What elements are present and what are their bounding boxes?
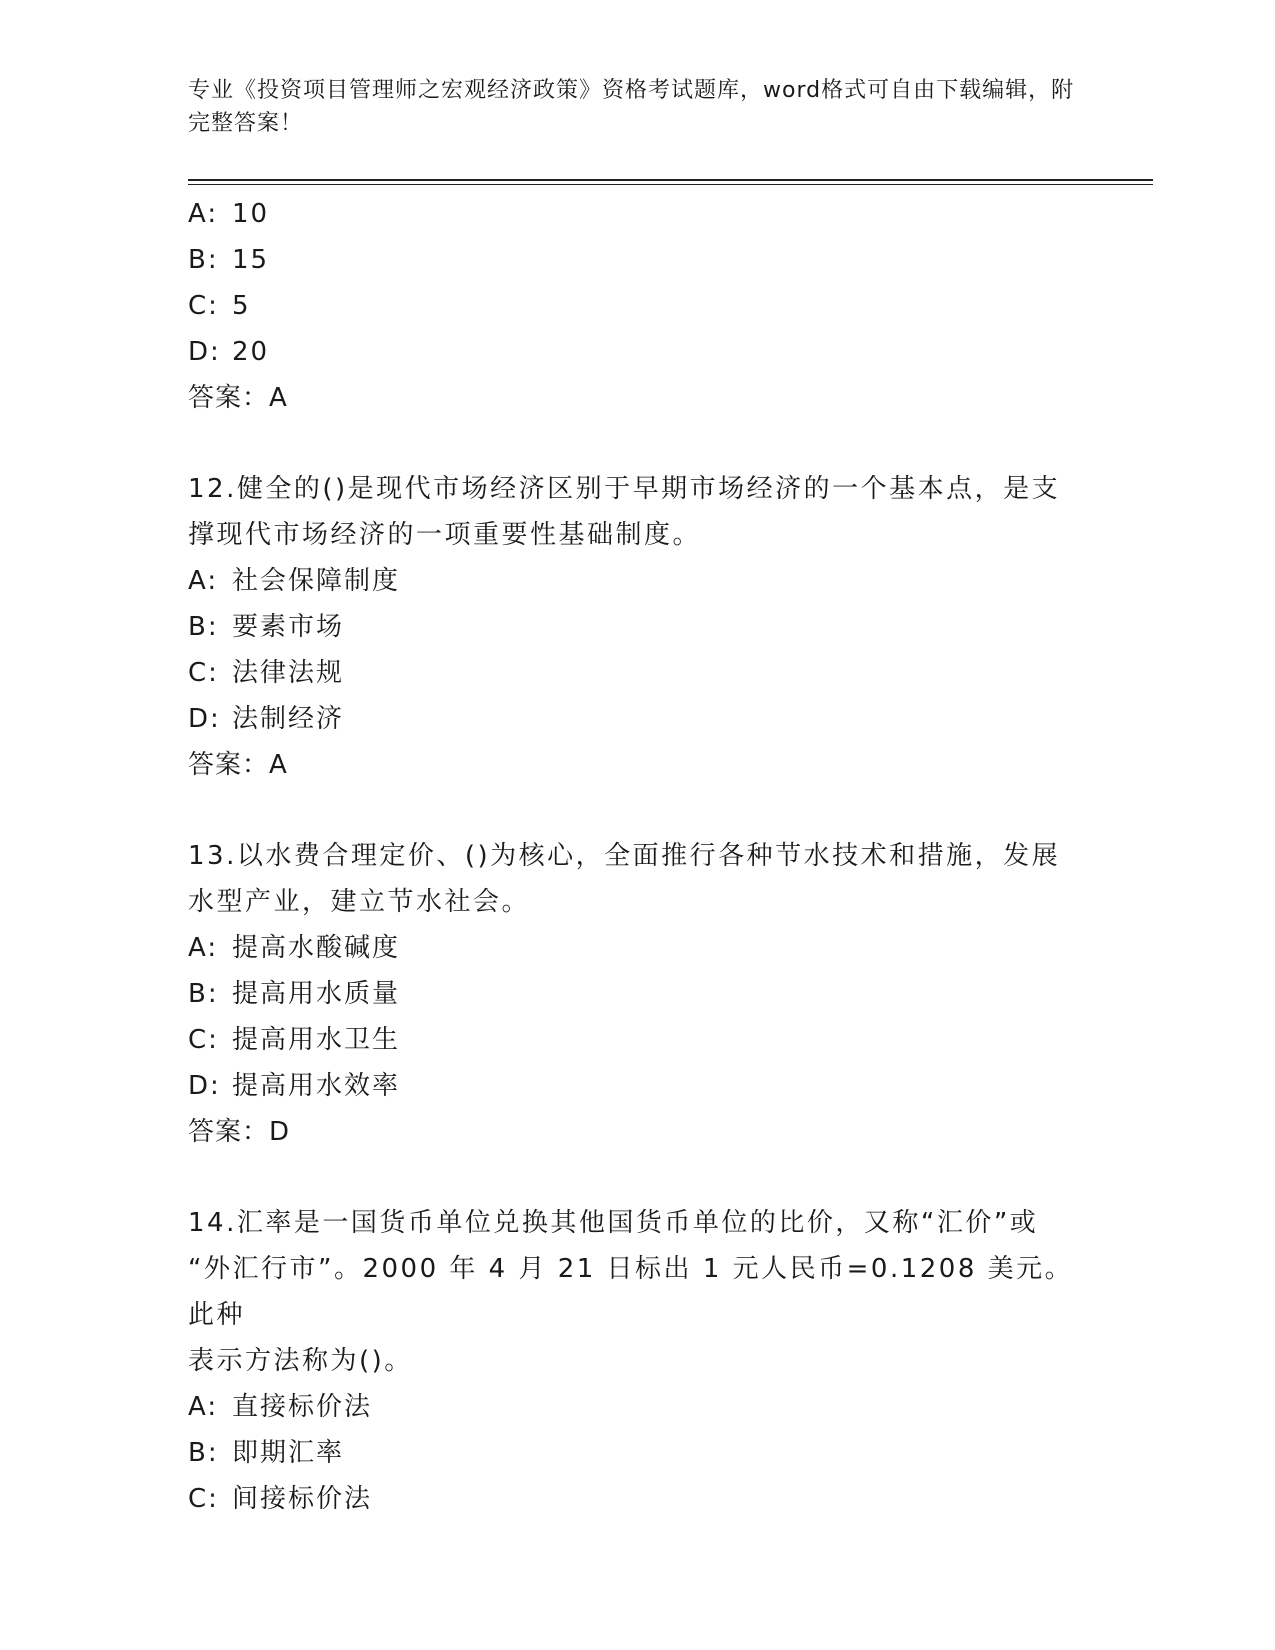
question-text-line: “外汇行市”。2000 年 4 月 21 日标出 1 元人民币=0.1208 美元。此种 <box>188 1254 1074 1330</box>
option-label: C: <box>188 1484 219 1514</box>
question-text-line: 13.以水费合理定价、()为核心，全面推行各种节水技术和措施，发展 <box>188 841 1061 871</box>
question-12 <box>188 466 1088 788</box>
option-c <box>188 650 1088 696</box>
option-label: A: <box>188 199 219 229</box>
option-d <box>188 696 1088 742</box>
option-b <box>188 237 1088 283</box>
question-text-line: 14.汇率是一国货币单位兑换其他国货币单位的比价，又称“汇价”或 <box>188 1208 1039 1238</box>
question-13 <box>188 833 1088 1155</box>
option-label: D: <box>188 1071 221 1101</box>
option-a <box>188 1384 1088 1430</box>
question-text-line: 水型产业，建立节水社会。 <box>188 887 531 917</box>
option-label: C: <box>188 291 219 321</box>
option-label: C: <box>188 1025 219 1055</box>
option-c <box>188 283 1088 329</box>
option-label: C: <box>188 658 219 688</box>
option-text: 10 <box>232 199 270 229</box>
option-label: B: <box>188 245 219 275</box>
option-text: 社会保障制度 <box>232 566 401 596</box>
question-14 <box>188 1200 1088 1522</box>
option-text: 法制经济 <box>232 704 345 734</box>
option-b <box>188 1430 1088 1476</box>
option-text: 提高用水质量 <box>232 979 401 1009</box>
option-label: D: <box>188 337 221 367</box>
option-c <box>188 1476 1088 1522</box>
answer-line: 答案：D <box>188 1117 291 1147</box>
answer-line: 答案：A <box>188 750 288 780</box>
option-a <box>188 191 1088 237</box>
option-text: 即期汇率 <box>232 1438 345 1468</box>
option-text: 5 <box>232 291 251 321</box>
question-11 <box>188 191 1088 421</box>
option-d <box>188 1063 1088 1109</box>
header-divider-thick <box>188 179 1153 181</box>
question-text-line: 表示方法称为()。 <box>188 1346 413 1376</box>
answer-line: 答案：A <box>188 383 288 413</box>
question-list <box>188 191 1088 1522</box>
option-c <box>188 1017 1088 1063</box>
option-b <box>188 604 1088 650</box>
option-label: B: <box>188 1438 219 1468</box>
option-text: 提高用水效率 <box>232 1071 401 1101</box>
header-divider-thin <box>188 184 1153 185</box>
option-text: 15 <box>232 245 270 275</box>
option-text: 20 <box>232 337 270 367</box>
option-text: 提高水酸碱度 <box>232 933 401 963</box>
option-label: D: <box>188 704 221 734</box>
option-label: A: <box>188 1392 219 1422</box>
option-a <box>188 925 1088 971</box>
option-label: A: <box>188 566 219 596</box>
option-text: 直接标价法 <box>232 1392 373 1422</box>
spacer <box>188 1155 1088 1200</box>
option-d <box>188 329 1088 375</box>
option-b <box>188 971 1088 1017</box>
document-intro: 专业《投资项目管理师之宏观经济政策》资格考试题库，word格式可自由下载编辑，附完整答案！ <box>188 78 1075 136</box>
spacer <box>188 421 1088 466</box>
option-label: A: <box>188 933 219 963</box>
option-label: B: <box>188 979 219 1009</box>
option-text: 间接标价法 <box>232 1484 373 1514</box>
option-text: 法律法规 <box>232 658 345 688</box>
spacer <box>188 788 1088 833</box>
option-label: B: <box>188 612 219 642</box>
question-text-line: 撑现代市场经济的一项重要性基础制度。 <box>188 520 702 550</box>
option-text: 提高用水卫生 <box>232 1025 401 1055</box>
question-text-line: 12.健全的()是现代市场经济区别于早期市场经济的一个基本点，是支 <box>188 474 1061 504</box>
option-a <box>188 558 1088 604</box>
option-text: 要素市场 <box>232 612 345 642</box>
